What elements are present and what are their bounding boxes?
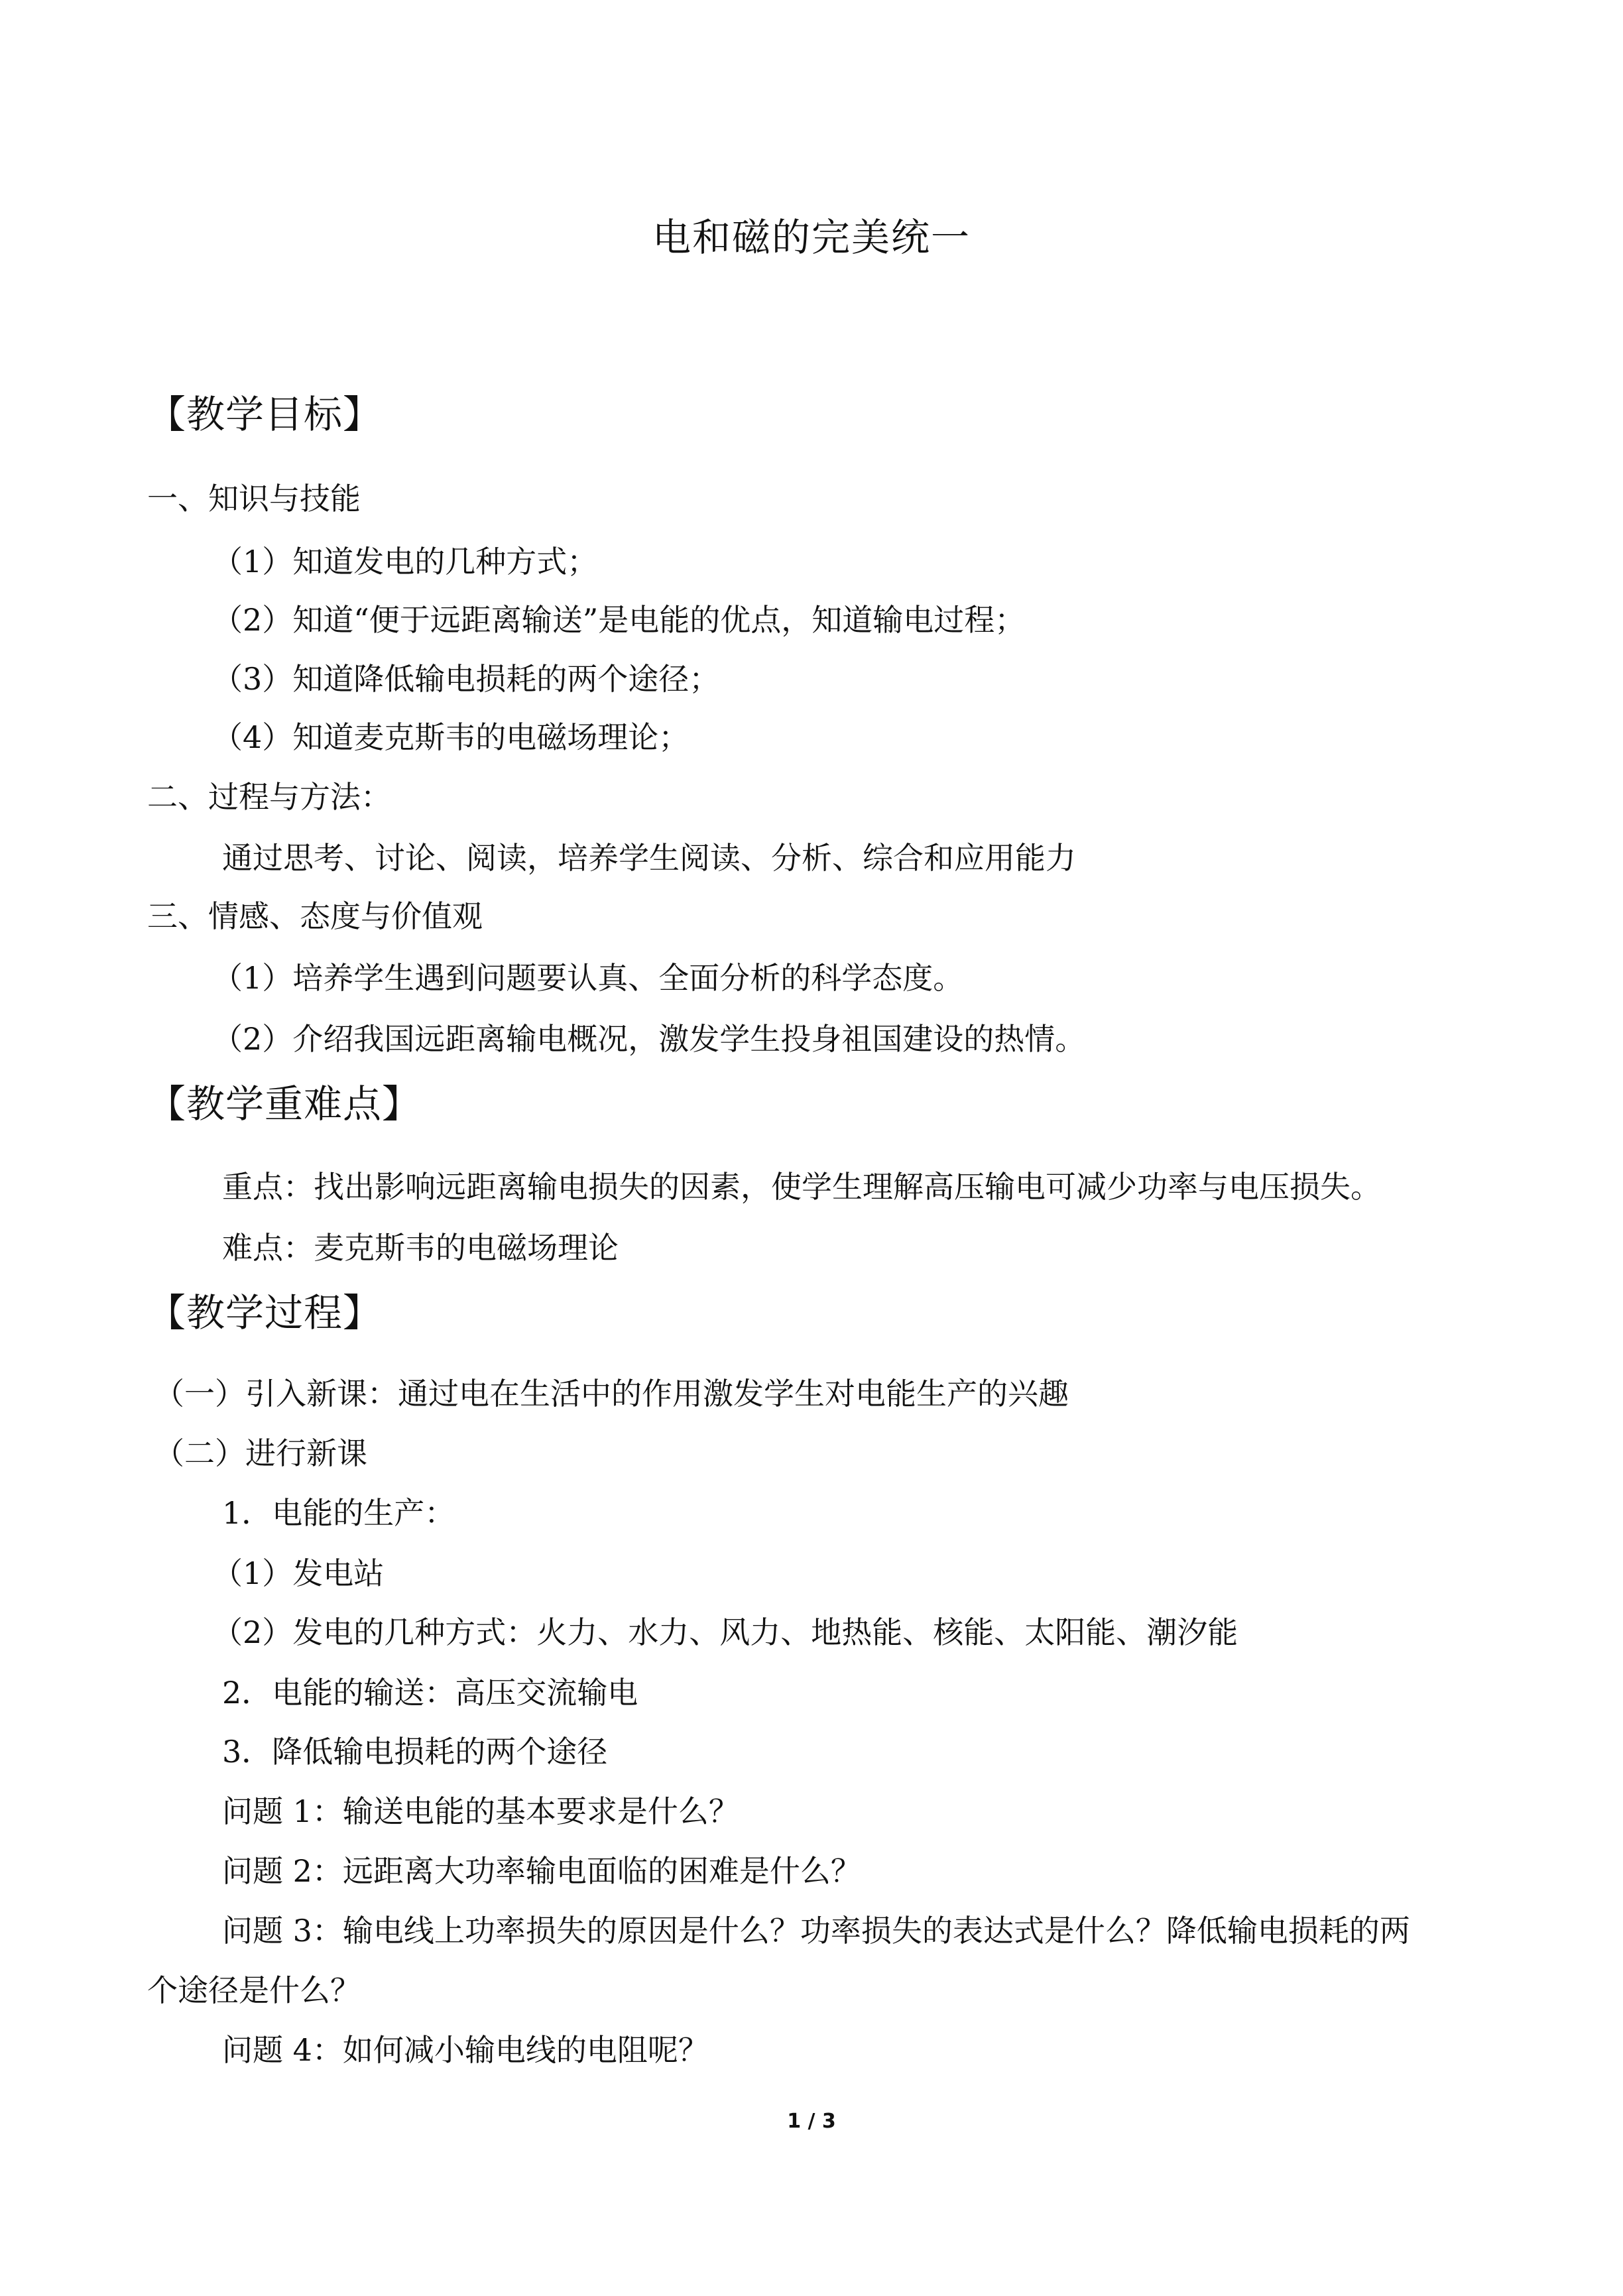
- page-title: 电和磁的完美统一: [652, 215, 971, 260]
- question-text: 问题 3：输电线上功率损失的原因是什么？功率损失的表达式是什么？降低输电损耗的两: [222, 1913, 1410, 1949]
- power-station-text: （1）发电站: [212, 1555, 385, 1591]
- emotion-values-label: 三、情感、态度与价值观: [147, 898, 483, 934]
- focus-text: 重点：找出影响远距离输电损失的因素，使学生理解高压输电可减少功率与电压损失。: [222, 1169, 1381, 1205]
- key-points-heading: 【教学重难点】: [147, 1081, 422, 1126]
- knowledge-item: （2）知道“便于远距离输送”是电能的优点，知道输电过程；: [212, 602, 1026, 638]
- objectives-heading: 【教学目标】: [147, 392, 383, 437]
- question-text: 问题 1：输送电能的基本要求是什么？: [222, 1793, 739, 1829]
- generation-methods-text: （2）发电的几种方式：火力、水力、风力、地热能、核能、太阳能、潮汐能: [212, 1614, 1238, 1650]
- process-method-label: 二、过程与方法：: [147, 779, 391, 815]
- reduce-loss-text: 3．降低输电损耗的两个途径: [222, 1734, 608, 1770]
- page-number: 1 / 3: [787, 2110, 836, 2133]
- question-text: 问题 2：远距离大功率输电面临的困难是什么？: [222, 1853, 861, 1889]
- knowledge-item: （1）知道发电的几种方式；: [212, 544, 598, 579]
- question-text: 问题 4：如何减小输电线的电阻呢？: [222, 2032, 709, 2068]
- new-lesson-text: （二）进行新课: [154, 1435, 367, 1471]
- transmission-text: 2．电能的输送：高压交流输电: [222, 1675, 638, 1711]
- procedure-heading: 【教学过程】: [147, 1290, 383, 1335]
- emotion-item: （1）培养学生遇到问题要认真、全面分析的科学态度。: [212, 960, 964, 996]
- knowledge-item: （4）知道麦克斯韦的电磁场理论；: [212, 719, 690, 755]
- process-method-text: 通过思考、讨论、阅读，培养学生阅读、分析、综合和应用能力: [222, 840, 1076, 876]
- knowledge-item: （3）知道降低输电损耗的两个途径；: [212, 661, 720, 697]
- intro-text: （一）引入新课：通过电在生活中的作用激发学生对电能生产的兴趣: [154, 1376, 1069, 1412]
- difficulty-text: 难点：麦克斯韦的电磁场理论: [222, 1230, 619, 1266]
- production-text: 1．电能的生产：: [222, 1495, 455, 1531]
- knowledge-skills-label: 一、知识与技能: [147, 481, 361, 516]
- emotion-item: （2）介绍我国远距离输电概况，激发学生投身祖国建设的热情。: [212, 1021, 1086, 1057]
- question-text-continued: 个途径是什么？: [147, 1972, 361, 2008]
